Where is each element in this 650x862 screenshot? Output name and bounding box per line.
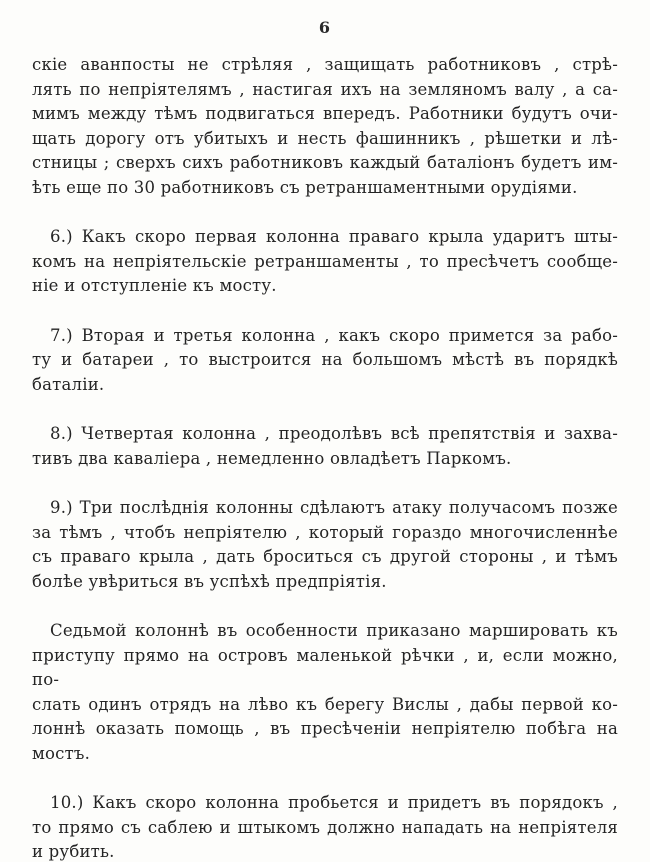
paragraph [32, 422, 618, 471]
text-line: тивъ два каваліера , немедленно овладѣетъ Паркомъ. [32, 448, 512, 468]
text-line: комъ на непріятельскіе ретраншаменты , то пресѣчетъ сообще- [32, 251, 618, 271]
text-line: Седьмой колоннѣ въ особенности приказано маршировать къ [50, 621, 618, 640]
text-line: 8.) Четвертая колонна , преодолѣвъ всѣ препятствія и захва- [50, 424, 618, 443]
text-line: лоннѣ оказать помощь , въ пресѣченіи непріятелю побѣга на [32, 719, 618, 738]
paragraph [32, 791, 618, 862]
text-line: баталіи. [32, 374, 105, 394]
page-content [32, 53, 618, 862]
text-line: болѣе увѣриться въ успѣхѣ предпріятія. [32, 571, 387, 591]
paragraph [32, 53, 618, 200]
text-line: и рубить. [32, 842, 115, 861]
text-line: 7.) Вторая и третья колонна , какъ скоро примется за рабо- [50, 325, 618, 345]
text-line: слать одинъ отрядъ на лѣво къ берегу Вислы , дабы первой ко- [32, 694, 618, 714]
text-line: мимъ между тѣмъ подвигаться впередъ. Работники будутъ очи- [32, 104, 618, 123]
paragraph [32, 496, 618, 594]
text-line: мостъ. [32, 743, 91, 763]
text-line: 6.) Какъ скоро первая колонна праваго крыла ударитъ шты- [50, 227, 618, 246]
paragraph [32, 225, 618, 299]
paragraph [32, 619, 618, 766]
text-line: съ праваго крыла , дать броситься съ другой стороны , и тѣмъ [32, 547, 618, 566]
text-line: приступу прямо на островъ маленькой рѣчки , и, если можно, по- [32, 645, 618, 689]
text-line: 10.) Какъ скоро колонна пробьется и придетъ въ порядокъ , [50, 793, 618, 812]
text-line: ту и батареи , то выстроится на большомъ мѣстѣ въ порядкѣ [32, 350, 618, 369]
text-line: лять по непріятелямъ , настигая ихъ на земляномъ валу , а са- [32, 79, 618, 99]
text-line: стницы ; сверхъ сихъ работниковъ каждый баталіонъ будетъ им- [32, 153, 618, 172]
paragraph [32, 324, 618, 398]
text-line: за тѣмъ , чтобъ непріятелю , который гораздо многочисленнѣе [32, 522, 618, 542]
text-line: щать дорогу отъ убитыхъ и несть фашинникъ , рѣшетки и лѣ- [32, 128, 618, 148]
text-line: то прямо съ саблею и штыкомъ должно нападать на непріятеля [32, 817, 618, 837]
page-number: 6 [318, 18, 332, 37]
text-line: 9.) Три послѣднія колонны сдѣлаютъ атаку получасомъ позже [50, 498, 618, 517]
text-line: скіе аванпосты не стрѣляя , защищать работниковъ , стрѣ- [32, 55, 618, 74]
text-line: ніе и отступленіе къ мосту. [32, 276, 277, 295]
text-line: ѣть еще по 30 работниковъ съ ретраншаментными орудіями. [32, 177, 578, 197]
